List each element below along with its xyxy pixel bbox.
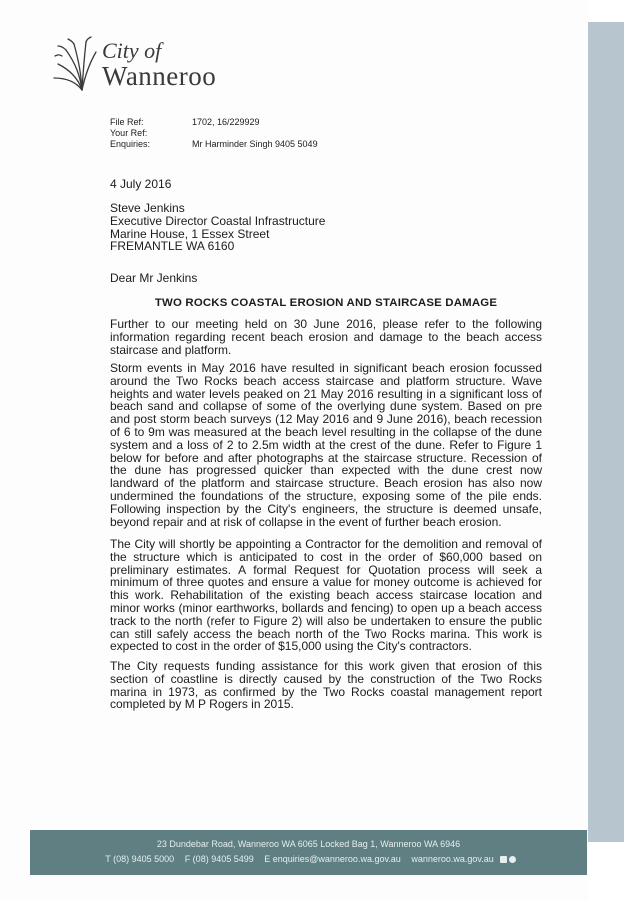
- letter-date: 4 July 2016: [110, 177, 172, 191]
- footer-phone: T (08) 9405 5000: [105, 854, 175, 864]
- ref-value: Mr Harminder Singh 9405 5049: [192, 139, 318, 149]
- ref-row-enquiries: [110, 139, 318, 150]
- recipient-address: [110, 202, 325, 253]
- footer-email[interactable]: E enquiries@wanneroo.wa.gov.au: [264, 854, 401, 864]
- footer-fax: F (08) 9405 5499: [184, 854, 254, 864]
- ref-value: 1702, 16/229929: [192, 117, 260, 127]
- reed-icon: [52, 36, 98, 92]
- footer-contacts: [30, 854, 587, 864]
- footer-website[interactable]: wanneroo.wa.gov.au: [411, 854, 494, 864]
- ref-label: File Ref:: [110, 117, 144, 127]
- ref-row-file: [110, 117, 318, 128]
- logo-city-of: City of: [102, 38, 162, 63]
- letterhead-footer: [30, 830, 587, 875]
- city-logo: [52, 36, 252, 96]
- subject-heading: TWO ROCKS COASTAL EROSION AND STAIRCASE DAMAGE: [154, 297, 498, 309]
- address-line: Steve Jenkins: [110, 201, 185, 215]
- paragraph: The City requests funding assistance for this work given that erosion of this section of coastline is directly caused by the construction of the Two Rocks marina in 1973, as confirmed by the Two Rocks coastal management report completed by M P Rogers in 2015.: [110, 659, 542, 712]
- salutation: Dear Mr Jenkins: [110, 271, 198, 285]
- side-strip: [588, 22, 624, 842]
- address-line: Executive Director Coastal Infrastructure: [110, 213, 326, 228]
- paragraph: Storm events in May 2016 have resulted in significant beach erosion focussed around the Two Rocks beach access staircase and platform structure. Wave heights and water levels peaked on 21 May 2016 resulting in a significant loss of beach sand and collapse of some of the overlying dune system. Based on pre and post storm beach surveys (12 May 2016 and 9 June 2016), beach recession of 6 to 9m was measured at the beach level resulting in the collapse of the dune system and a loss of 2 to 2.5m width at the crest of the dune. Refer to Figure 1 below for before and after photographs at the staircase structure. Recession of the dune has progressed quicker than expected with the dune crest now landward of the platform and staircase structure. Beach erosion has also now undermined the foundations of the structure, exposing some of the pile ends. Following inspection by the City's engineers, the structure is deemed unsafe, beyond repair and at risk of collapse in the event of further beach erosion.: [110, 361, 542, 529]
- facebook-icon[interactable]: [500, 856, 507, 863]
- ref-label: Your Ref:: [110, 128, 148, 138]
- paragraph: Further to our meeting held on 30 June 2016, please refer to the following information regarding recent beach erosion and damage to the beach access staircase and platform.: [110, 317, 542, 357]
- ref-row-your: [110, 128, 318, 139]
- address-line: FREMANTLE WA 6160: [110, 239, 235, 254]
- address-line: Marine House, 1 Essex Street: [110, 226, 270, 241]
- logo-wanneroo: Wanneroo: [102, 61, 217, 91]
- reference-block: [110, 117, 318, 150]
- footer-address: 23 Dundebar Road, Wanneroo WA 6065 Locked Bag 1, Wanneroo WA 6946: [156, 839, 461, 849]
- ref-label: Enquiries:: [110, 139, 151, 149]
- twitter-icon[interactable]: [509, 856, 516, 863]
- paragraph: The City will shortly be appointing a Contractor for the demolition and removal of the structure which is anticipated to cost in the order of $60,000 based on preliminary estimates. A formal Request for Quotation process will seek a minimum of three quotes and ensure a value for money outcome is achieved for this work. Rehabilitation of the existing beach access staircase location and minor works (minor earthworks, bollards and fencing) to open up a beach access track to the north (refer to Figure 2) will also be undertaken to ensure the public can still safely access the beach north of the Two Rocks marina. This work is expected to cost in the order of $15,000 using the City's contractors.: [110, 537, 542, 654]
